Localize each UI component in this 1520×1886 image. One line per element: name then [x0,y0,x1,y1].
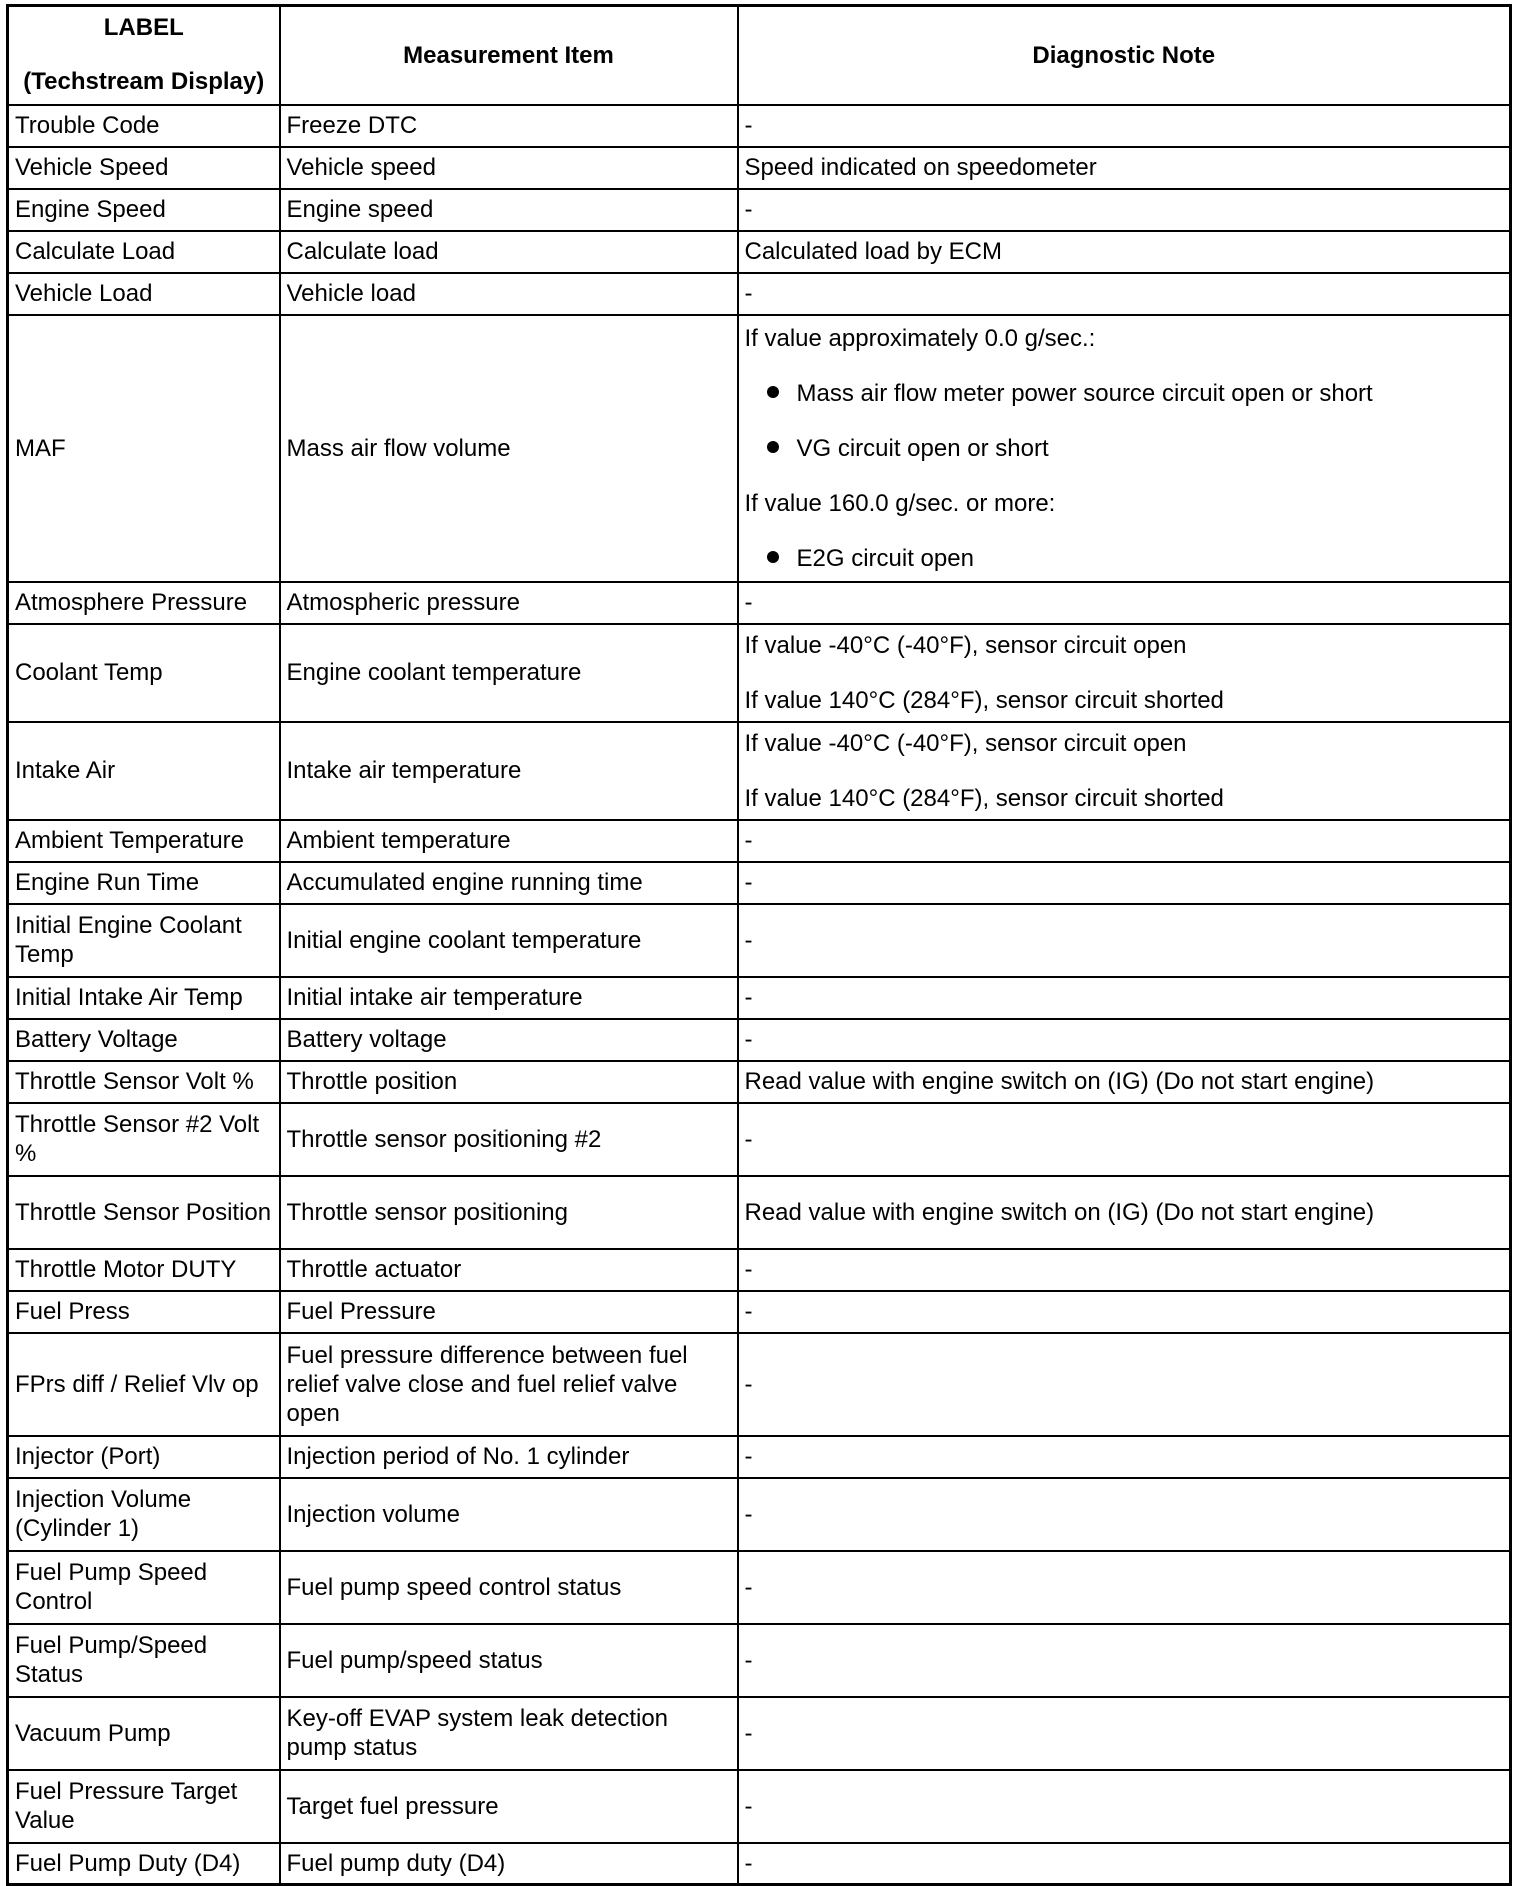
label-cell: Injection Volume (Cylinder 1) [8,1478,280,1551]
table-row [8,904,1511,977]
item-cell: Vehicle speed [280,147,738,189]
table-row [8,820,1511,862]
note-cell: - [738,1291,1511,1333]
label-cell: Battery Voltage [8,1019,280,1061]
table-row [8,722,1511,820]
note-line-shorted: If value 140°C (284°F), sensor circuit shorted [744,784,1224,812]
item-cell: Ambient temperature [280,820,738,862]
label-cell: Fuel Pump Speed Control [8,1551,280,1624]
note-column-header: Diagnostic Note [738,6,1511,105]
table-row [8,1291,1511,1333]
note-cell: - [738,582,1511,624]
note-cell: - [738,904,1511,977]
note-cell: - [738,1333,1511,1436]
data-list-table [6,4,1512,1886]
label-cell: Trouble Code [8,105,280,147]
table-row [8,1019,1511,1061]
table-row [8,273,1511,315]
note-cell: - [738,1478,1511,1551]
label-cell: MAF [8,315,280,582]
item-cell: Injection period of No. 1 cylinder [280,1436,738,1478]
item-cell: Throttle position [280,1061,738,1103]
item-cell: Initial engine coolant temperature [280,904,738,977]
note-cell: Read value with engine switch on (IG) (Do not start engine) [738,1176,1511,1249]
table-row [8,1770,1511,1843]
item-cell: Fuel pump duty (D4) [280,1843,738,1885]
table-row-maf [8,315,1511,582]
note-cell: - [738,1019,1511,1061]
note-cell [738,315,1511,582]
label-cell: Initial Engine Coolant Temp [8,904,280,977]
note-cell: - [738,1843,1511,1885]
label-cell: Fuel Pump Duty (D4) [8,1843,280,1885]
label-cell: Fuel Press [8,1291,280,1333]
item-cell: Mass air flow volume [280,315,738,582]
item-cell: Freeze DTC [280,105,738,147]
note-cell: Read value with engine switch on (IG) (Do not start engine) [738,1061,1511,1103]
note-cell: - [738,1249,1511,1291]
table-row [8,1436,1511,1478]
label-cell: Throttle Sensor Position [8,1176,280,1249]
table-row [8,1103,1511,1176]
maf-note-intro: If value approximately 0.0 g/sec.: [744,324,1096,352]
item-cell: Fuel pump speed control status [280,1551,738,1624]
note-cell: - [738,273,1511,315]
item-cell: Fuel pressure difference between fuel relief valve close and fuel relief valve open [280,1333,738,1436]
item-cell: Throttle sensor positioning #2 [280,1103,738,1176]
note-cell: - [738,105,1511,147]
table-row [8,977,1511,1019]
note-cell: - [738,1103,1511,1176]
label-cell: FPrs diff / Relief Vlv op [8,1333,280,1436]
note-cell: - [738,189,1511,231]
label-cell: Calculate Load [8,231,280,273]
data-list-sheet [6,4,1509,1886]
item-cell: Injection volume [280,1478,738,1551]
table-row [8,862,1511,904]
label-cell: Atmosphere Pressure [8,582,280,624]
bullet-text: E2G circuit open [796,544,974,572]
item-cell: Vehicle load [280,273,738,315]
label-cell: Vehicle Load [8,273,280,315]
bullet-text: Mass air flow meter power source circuit open or short [796,379,1373,407]
label-cell: Coolant Temp [8,624,280,722]
note-line-open: If value -40°C (-40°F), sensor circuit open [744,729,1187,757]
label-cell: Vacuum Pump [8,1697,280,1770]
label-cell: Initial Intake Air Temp [8,977,280,1019]
note-cell: Calculated load by ECM [738,231,1511,273]
note-cell: - [738,977,1511,1019]
label-column-header [8,6,280,105]
maf-note-bullet [745,544,1504,573]
label-cell: Injector (Port) [8,1436,280,1478]
note-line-open: If value -40°C (-40°F), sensor circuit open [744,631,1187,659]
item-cell: Fuel Pressure [280,1291,738,1333]
maf-note-intro: If value 160.0 g/sec. or more: [744,489,1056,517]
maf-note-bullet [745,379,1504,408]
item-cell: Atmospheric pressure [280,582,738,624]
table-row [8,1843,1511,1885]
table-row [8,1061,1511,1103]
note-cell: - [738,862,1511,904]
item-cell: Calculate load [280,231,738,273]
note-cell [738,722,1511,820]
label-header-line2: (Techstream Display) [23,68,265,96]
header-row [8,6,1511,105]
note-cell: - [738,1697,1511,1770]
note-cell: - [738,1624,1511,1697]
table-row [8,189,1511,231]
measurement-column-header: Measurement Item [280,6,738,105]
table-row [8,1624,1511,1697]
item-cell: Fuel pump/speed status [280,1624,738,1697]
note-cell: - [738,820,1511,862]
bullet-icon [767,551,779,563]
note-cell: - [738,1551,1511,1624]
table-row [8,1551,1511,1624]
table-row [8,105,1511,147]
item-cell: Battery voltage [280,1019,738,1061]
item-cell: Initial intake air temperature [280,977,738,1019]
label-cell: Engine Speed [8,189,280,231]
table-row [8,624,1511,722]
table-row [8,1249,1511,1291]
item-cell: Engine speed [280,189,738,231]
bullet-icon [767,386,779,398]
label-cell: Throttle Sensor #2 Volt % [8,1103,280,1176]
table-row [8,582,1511,624]
item-cell: Throttle actuator [280,1249,738,1291]
label-cell: Vehicle Speed [8,147,280,189]
bullet-icon [767,441,779,453]
note-cell [738,624,1511,722]
table-row [8,231,1511,273]
label-cell: Fuel Pressure Target Value [8,1770,280,1843]
item-cell: Intake air temperature [280,722,738,820]
label-cell: Throttle Motor DUTY [8,1249,280,1291]
label-cell: Intake Air [8,722,280,820]
table-row [8,1697,1511,1770]
label-cell: Engine Run Time [8,862,280,904]
table-row [8,1176,1511,1249]
note-cell: - [738,1770,1511,1843]
note-line-shorted: If value 140°C (284°F), sensor circuit shorted [744,686,1224,714]
label-cell: Throttle Sensor Volt % [8,1061,280,1103]
table-row [8,147,1511,189]
note-cell: - [738,1436,1511,1478]
note-cell: Speed indicated on speedometer [738,147,1511,189]
item-cell: Engine coolant temperature [280,624,738,722]
label-cell: Ambient Temperature [8,820,280,862]
label-header-line1: LABEL [103,14,184,42]
bullet-text: VG circuit open or short [796,434,1049,462]
label-cell: Fuel Pump/Speed Status [8,1624,280,1697]
item-cell: Key-off EVAP system leak detection pump status [280,1697,738,1770]
item-cell: Accumulated engine running time [280,862,738,904]
table-row [8,1478,1511,1551]
item-cell: Throttle sensor positioning [280,1176,738,1249]
maf-note-bullet [745,434,1504,463]
item-cell: Target fuel pressure [280,1770,738,1843]
table-row [8,1333,1511,1436]
